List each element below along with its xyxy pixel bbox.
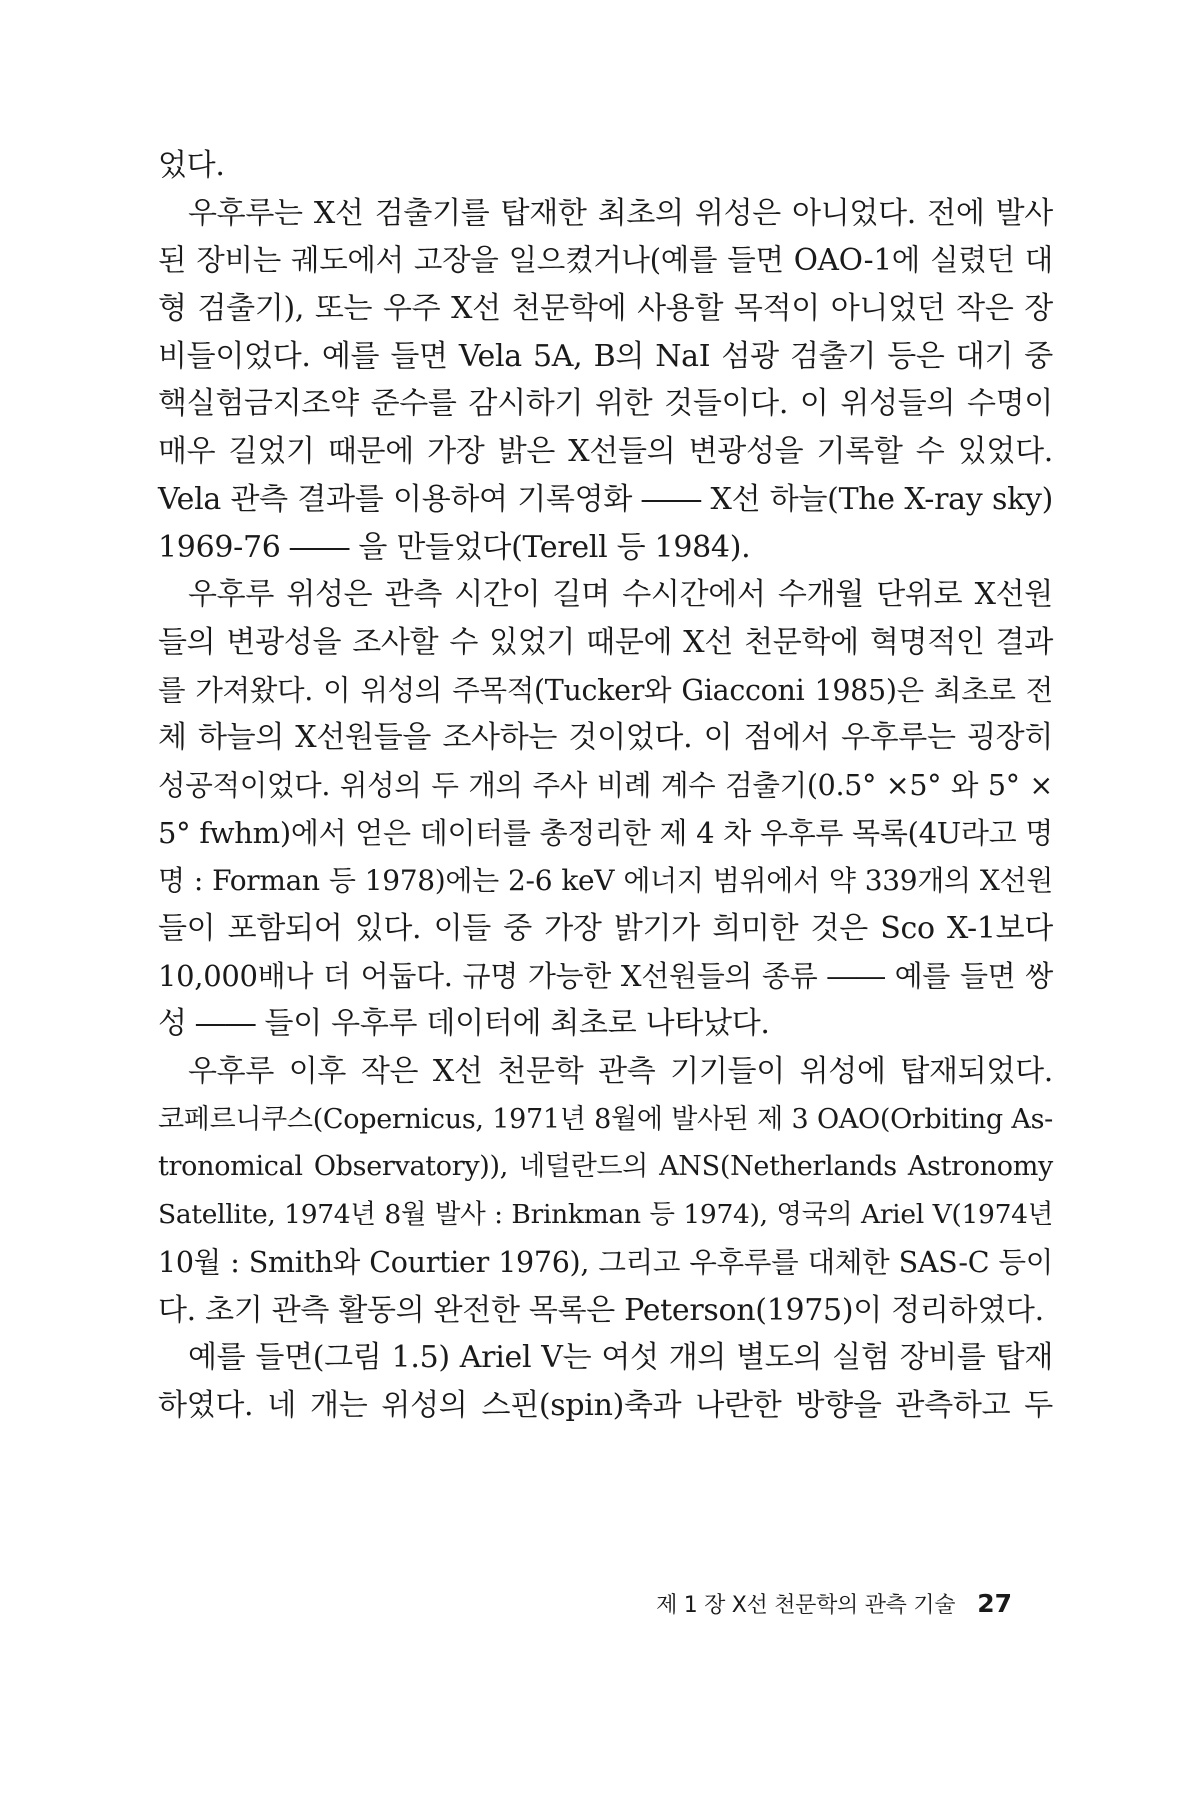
text-line: 코페르니쿠스(Copernicus, 1971년 8월에 발사된 제 3 OAO(Orbiting As- [158, 1103, 1053, 1135]
text-line: 핵실험금지조약 준수를 감시하기 위한 것들이다. 이 위성들의 수명이 [158, 386, 1053, 422]
text-line: 10,000배나 더 어둡다. 규명 가능한 X선원들의 종류 ―― 예를 들면 쌍 [158, 958, 1053, 993]
body-text [158, 142, 1053, 1430]
text-line: Satellite, 1974년 8월 발사 : Brinkman 등 1974), 영국의 Ariel V(1974년 [158, 1199, 1053, 1231]
running-footer [0, 1588, 1012, 1622]
text-line: 성공적이었다. 위성의 두 개의 주사 비례 계수 검출기(0.5° ×5° 와 5° × [158, 768, 1053, 802]
text-line: 우후루 이후 작은 X선 천문학 관측 기기들이 위성에 탑재되었다. [188, 1054, 1053, 1090]
text-line: tronomical Observatory)), 네덜란드의 ANS(Netherlands Astronomy [158, 1151, 1053, 1183]
text-line: 명 : Forman 등 1978)에는 2-6 keV 에너지 범위에서 약 339개의 X선원 [158, 864, 1053, 898]
text-line: 체 하늘의 X선원들을 조사하는 것이었다. 이 점에서 우후루는 굉장히 [158, 720, 1053, 756]
text-line: 우후루 위성은 관측 시간이 길며 수시간에서 수개월 단위로 X선원 [188, 577, 1053, 613]
text-line: Vela 관측 결과를 이용하여 기록영화 ―― X선 하늘(The X-ray sky) [158, 481, 1053, 517]
text-line: 었다. [158, 148, 225, 183]
text-line: 1969-76 ―― 을 만들었다(Terell 등 1984). [158, 529, 751, 565]
text-line: 10월 : Smith와 Courtier 1976), 그리고 우후루를 대체한 SAS-C 등이 [158, 1245, 1053, 1279]
text-line: 된 장비는 궤도에서 고장을 일으켰거나(예를 들면 OAO-1에 실렸던 대 [158, 243, 1053, 278]
page-number: 27 [977, 1589, 1012, 1618]
text-line: 형 검출기), 또는 우주 X선 천문학에 사용할 목적이 아니었던 작은 장 [158, 291, 1053, 327]
text-line: 매우 길었기 때문에 가장 밝은 X선들의 변광성을 기록할 수 있었다. [158, 434, 1053, 470]
text-line: 하였다. 네 개는 위성의 스핀(spin)축과 나란한 방향을 관측하고 두 [158, 1387, 1053, 1423]
text-line: 들이 포함되어 있다. 이들 중 가장 밝기가 희미한 것은 Sco X-1보다 [158, 911, 1053, 946]
text-line: 들의 변광성을 조사할 수 있었기 때문에 X선 천문학에 혁명적인 결과 [158, 624, 1053, 660]
text-line: 예를 들면(그림 1.5) Ariel V는 여섯 개의 별도의 실험 장비를 탑재 [188, 1340, 1053, 1376]
text-line: 비들이었다. 예를 들면 Vela 5A, B의 NaI 섬광 검출기 등은 대기 중 [158, 338, 1053, 374]
text-line: 를 가져왔다. 이 위성의 주목적(Tucker와 Giacconi 1985)은 최초로 전 [158, 673, 1053, 707]
text-line: 성 ―― 들이 우후루 데이터에 최초로 나타났다. [158, 1006, 770, 1042]
text-line: 5° fwhm)에서 얻은 데이터를 총정리한 제 4 차 우후루 목록(4U라고 명 [158, 815, 1053, 850]
chapter-title: 제 1 장 X선 천문학의 관측 기술 [656, 1593, 956, 1618]
text-line: 우후루는 X선 검출기를 탑재한 최초의 위성은 아니었다. 전에 발사 [188, 195, 1053, 231]
text-line: 다. 초기 관측 활동의 완전한 목록은 Peterson(1975)이 정리하였다. [158, 1292, 1044, 1328]
